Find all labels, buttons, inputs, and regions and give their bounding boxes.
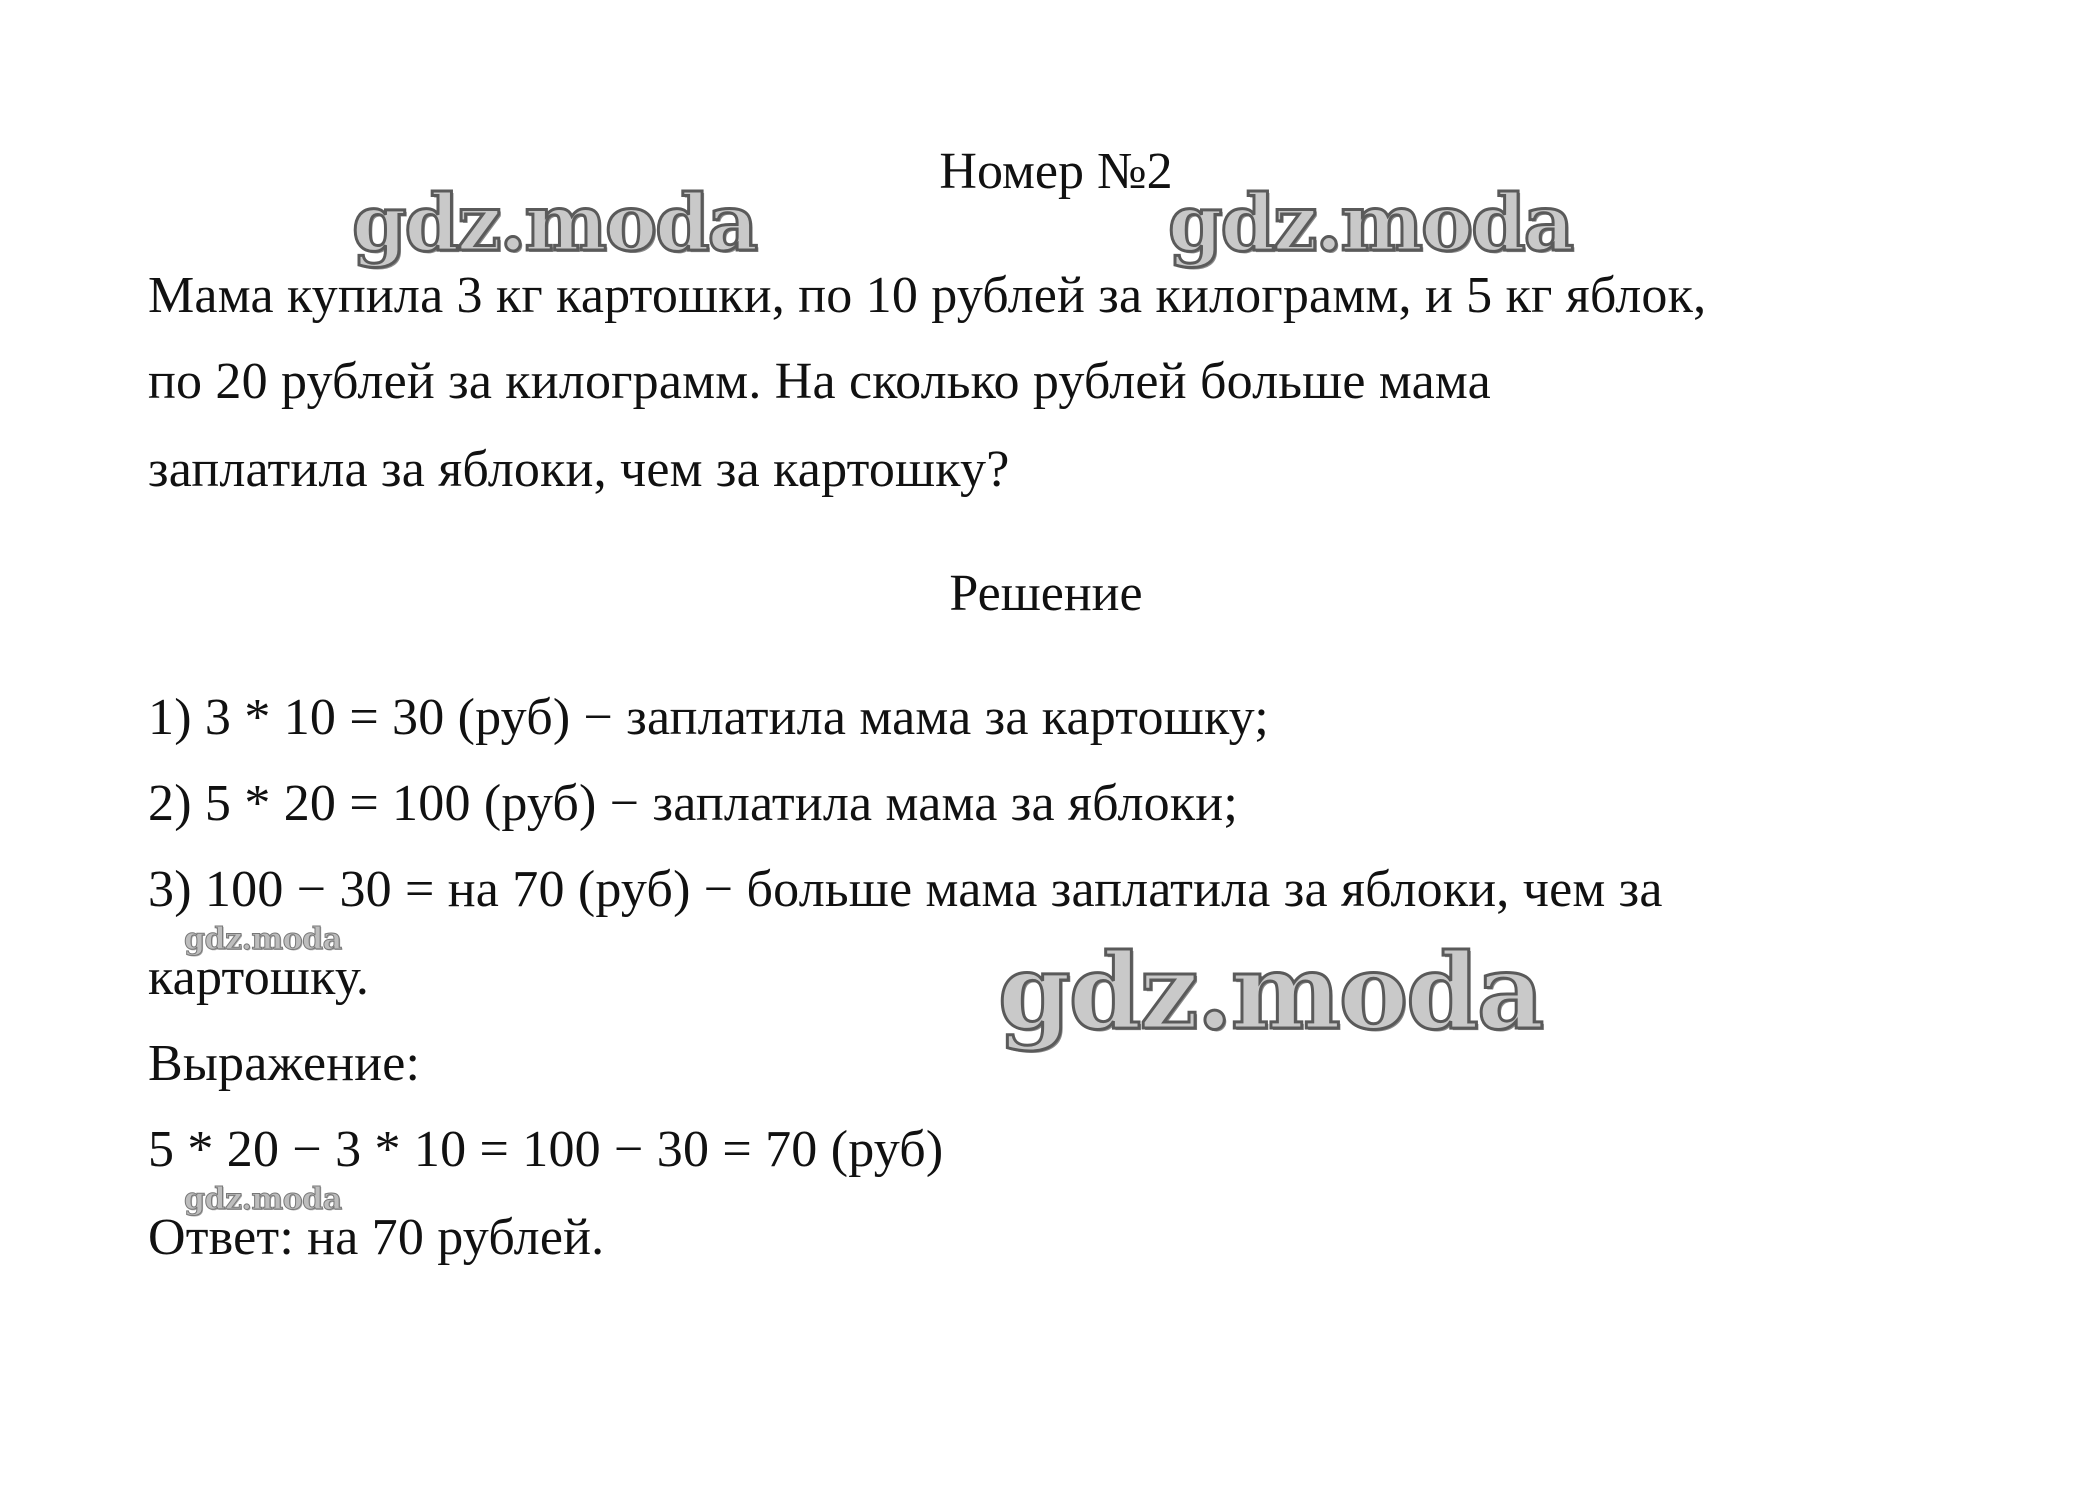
solution-step-1: 1) 3 * 10 = 30 (руб) − заплатила мама за картошку; xyxy=(148,689,1269,746)
answer: Ответ: на 70 рублей. xyxy=(148,1209,605,1266)
problem-line-2: по 20 рублей за килограмм. На сколько рублей больше мама xyxy=(148,353,1491,410)
watermark-small-bottom: gdz.moda xyxy=(184,1182,342,1217)
problem-line-3: заплатила за яблоки, чем за картошку? xyxy=(148,441,1010,498)
expression-label: Выражение: xyxy=(148,1035,421,1092)
expression: 5 * 20 − 3 * 10 = 100 − 30 = 70 (руб) xyxy=(148,1121,944,1178)
solution-step-3: 3) 100 − 30 = на 70 (руб) − больше мама заплатила за яблоки, чем за xyxy=(148,861,1663,918)
watermark-top-right: gdz.moda xyxy=(1168,178,1573,269)
solution-step-3-continued: картошку. xyxy=(148,949,370,1006)
watermark-top-left: gdz.moda xyxy=(352,178,757,269)
solution-step-2: 2) 5 * 20 = 100 (руб) − заплатила мама за яблоки; xyxy=(148,775,1238,832)
problem-line-1: Мама купила 3 кг картошки, по 10 рублей за килограмм, и 5 кг яблок, xyxy=(148,267,1707,324)
watermark-large-center: gdz.moda xyxy=(998,930,1543,1053)
solution-heading: Решение xyxy=(949,565,1143,622)
page-title: Номер №2 xyxy=(939,143,1173,200)
watermark-small-mid: gdz.moda xyxy=(184,922,342,957)
